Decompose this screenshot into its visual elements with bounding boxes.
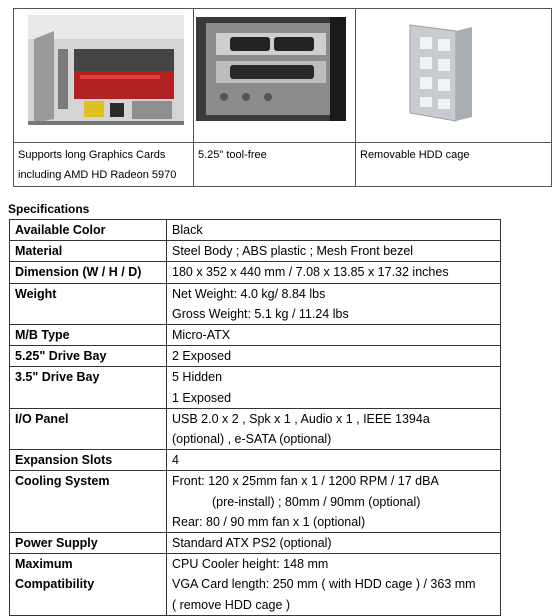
spec-row (10, 450, 501, 471)
spec-row (10, 241, 501, 262)
spec-row (10, 262, 501, 283)
spec-value: Steel Body ; ABS plastic ; Mesh Front bezel (167, 241, 501, 262)
spec-label: Material (10, 241, 167, 262)
spec-label: 3.5" Drive Bay (10, 367, 167, 408)
graphics-card-photo (14, 9, 193, 142)
spec-row (10, 408, 501, 449)
spec-value: Black (167, 220, 501, 241)
spec-value: Micro-ATX (167, 325, 501, 346)
hdd-cage-photo (356, 9, 551, 142)
specifications-title: Specifications (8, 202, 90, 216)
feature-image-cell (356, 9, 552, 143)
features-table (13, 8, 552, 187)
spec-label: I/O Panel (10, 408, 167, 449)
drive-bay-photo (194, 9, 355, 142)
spec-label: Cooling System (10, 471, 167, 533)
specifications-table (9, 219, 501, 616)
feature-caption: Removable HDD cage (356, 143, 552, 187)
feature-caption: 5.25" tool-free (194, 143, 356, 187)
spec-label: Weight (10, 283, 167, 324)
spec-value: 2 Exposed (167, 346, 501, 367)
spec-label: Available Color (10, 220, 167, 241)
spec-label: Power Supply (10, 533, 167, 554)
feature-image-cell (14, 9, 194, 143)
spec-value: USB 2.0 x 2 , Spk x 1 , Audio x 1 , IEEE 1394a (optional) , e-SATA (optional) (167, 408, 501, 449)
spec-label: Expansion Slots (10, 450, 167, 471)
spec-label: M/B Type (10, 325, 167, 346)
spec-value: Standard ATX PS2 (optional) (167, 533, 501, 554)
spec-row (10, 367, 501, 408)
spec-value: Net Weight: 4.0 kg/ 8.84 lbs Gross Weight: 5.1 kg / 11.24 lbs (167, 283, 501, 324)
spec-row (10, 554, 501, 616)
spec-label: 5.25" Drive Bay (10, 346, 167, 367)
spec-label: Maximum Compatibility (10, 554, 167, 616)
spec-value: 4 (167, 450, 501, 471)
spec-label: Dimension (W / H / D) (10, 262, 167, 283)
spec-row (10, 325, 501, 346)
spec-row (10, 471, 501, 533)
spec-row (10, 346, 501, 367)
spec-row (10, 283, 501, 324)
feature-image-cell (194, 9, 356, 143)
spec-row (10, 220, 501, 241)
spec-row (10, 533, 501, 554)
spec-value: 5 Hidden 1 Exposed (167, 367, 501, 408)
spec-value: Front: 120 x 25mm fan x 1 / 1200 RPM / 17 dBA (pre-install) ; 80mm / 90mm (optional) Rear: 80 / 90 mm fan x 1 (optional) (167, 471, 501, 533)
spec-value: CPU Cooler height: 148 mm VGA Card length: 250 mm ( with HDD cage ) / 363 mm ( remove HDD cage ) (167, 554, 501, 616)
spec-value: 180 x 352 x 440 mm / 7.08 x 13.85 x 17.32 inches (167, 262, 501, 283)
feature-caption: Supports long Graphics Cards including AMD HD Radeon 5970 (14, 143, 194, 187)
